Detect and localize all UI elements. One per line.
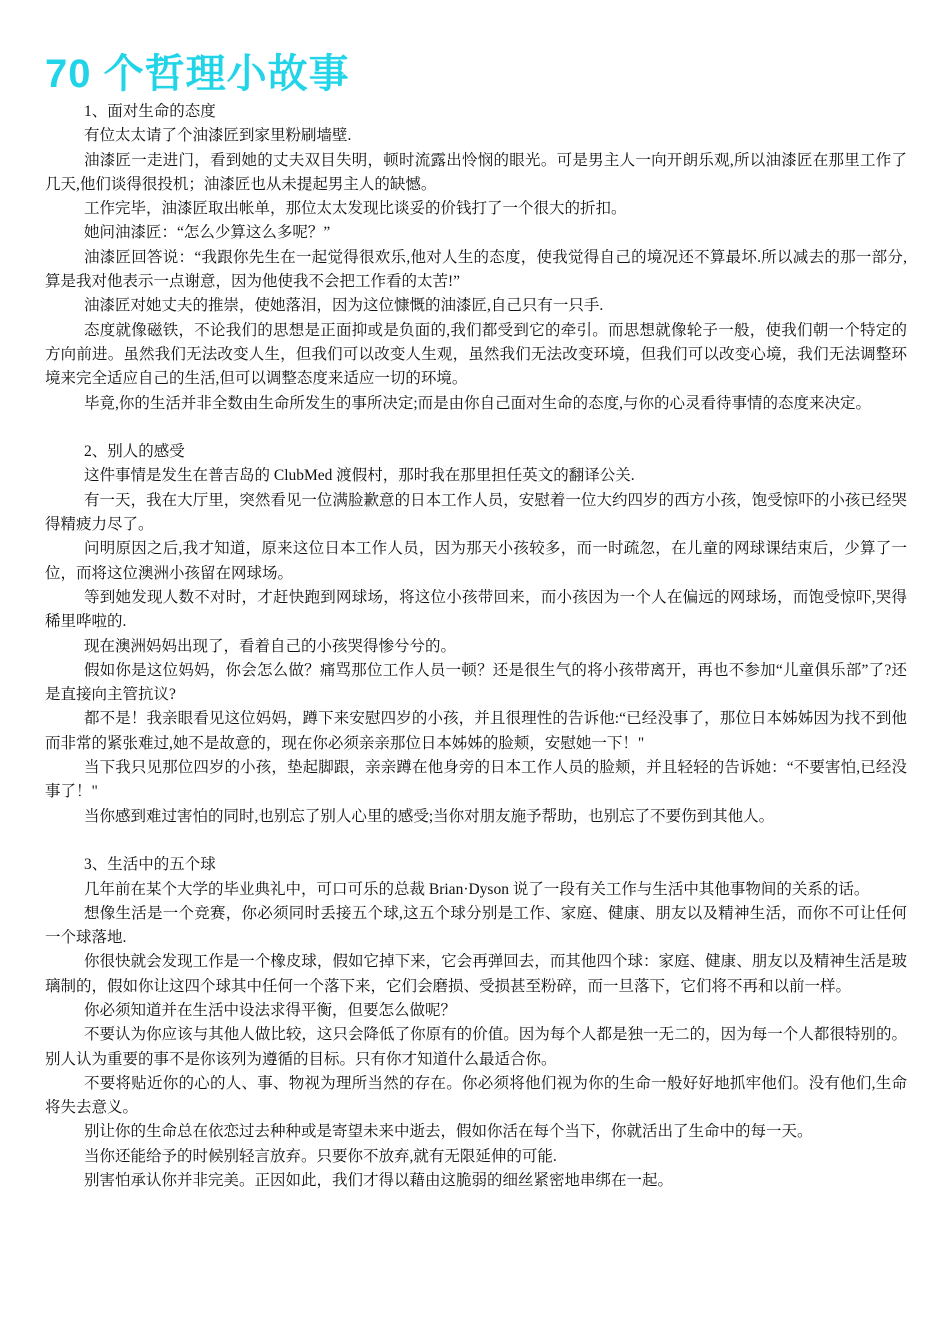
paragraph: 工作完毕，油漆匠取出帐单，那位太太发现比谈妥的价钱打了一个很大的折扣。: [84, 200, 627, 218]
paragraph: 油漆匠回答说：“我跟你先生在一起觉得很欢乐,他对人生的态度，使我觉得自己的境况还不算最坏.所以减去的那一部分,算是我对他表示一点谢意，因为他使我不会把工作看的太苦!”: [45, 248, 907, 291]
paragraph: 当你感到难过害怕的同时,也别忘了别人心里的感受;当你对朋友施予帮助，也别忘了不要伤到其他人。: [84, 807, 775, 825]
document-body: [45, 100, 907, 1193]
paragraph: 想像生活是一个竞赛，你必须同时丢接五个球,这五个球分别是工作、家庭、健康、朋友以及精神生活，而你不可让任何一个球落地.: [45, 904, 907, 947]
paragraph: 有位太太请了个油漆匠到家里粉刷墙壁.: [84, 127, 352, 145]
section-spacer: [45, 829, 907, 853]
paragraph: 不要将贴近你的心的人、事、物视为理所当然的存在。你必须将他们视为你的生命一般好好地抓牢他们。没有他们,生命将失去意义。: [45, 1074, 907, 1117]
paragraph: 假如你是这位妈妈，你会怎么做？痛骂那位工作人员一顿？还是很生气的将小孩带离开，再也不参加“儿童俱乐部”了?还是直接向主管抗议?: [45, 661, 907, 704]
paragraph: 别让你的生命总在依恋过去种种或是寄望未来中逝去，假如你活在每个当下，你就活出了生命中的每一天。: [84, 1123, 813, 1141]
section-heading: 2、别人的感受: [84, 443, 185, 461]
paragraph: 这件事情是发生在普吉岛的 ClubMed 渡假村，那时我在那里担任英文的翻译公关.: [84, 467, 635, 485]
paragraph: 当你还能给予的时候别轻言放弃。只要你不放弃,就有无限延伸的可能.: [84, 1147, 557, 1165]
paragraph: 都不是！我亲眼看见这位妈妈，蹲下来安慰四岁的小孩，并且很理性的告诉他:“已经没事了，那位日本姊姊因为找不到他而非常的紧张难过,她不是故意的，现在你必须亲亲那位日本姊姊的脸颊，安慰她一下！": [45, 710, 907, 752]
paragraph: 有一天，我在大厅里，突然看见一位满脸歉意的日本工作人员，安慰着一位大约四岁的西方小孩，饱受惊吓的小孩已经哭得精疲力尽了。: [45, 491, 907, 534]
section-spacer: [45, 416, 907, 440]
paragraph: 现在澳洲妈妈出现了，看着自己的小孩哭得惨兮兮的。: [84, 637, 457, 655]
paragraph: 你很快就会发现工作是一个橡皮球，假如它掉下来，它会再弹回去，而其他四个球：家庭、健康、朋友以及精神生活是玻璃制的，假如你让这四个球其中任何一个落下来，它们会磨损、受损甚至粉碎，而一旦落下，它们将不再和以前一样。: [45, 953, 907, 995]
section-heading: 3、生活中的五个球: [84, 856, 216, 874]
section-heading: 1、面对生命的态度: [84, 103, 216, 120]
paragraph: 当下我只见那位四岁的小孩，垫起脚跟，亲亲蹲在他身旁的日本工作人员的脸颊，并且轻轻的告诉她：“不要害怕,已经没事了！": [45, 759, 907, 801]
paragraph: 毕竟,你的生活并非全数由生命所发生的事所决定;而是由你自己面对生命的态度,与你的心灵看待事情的态度来决定。: [84, 394, 872, 412]
paragraph: 油漆匠一走进门，看到她的丈夫双目失明，顿时流露出怜悯的眼光。可是男主人一向开朗乐观,所以油漆匠在那里工作了几天,他们谈得很投机；油漆匠也从未提起男主人的缺憾。: [45, 151, 907, 193]
paragraph: 态度就像磁铁，不论我们的思想是正面抑或是负面的,我们都受到它的牵引。而思想就像轮子一般，使我们朝一个特定的方向前进。虽然我们无法改变人生，但我们可以改变人生观，虽然我们无法改变环境，但我们可以改变心境，我们无法调整环境来完全适应自己的生活,但可以调整态度来适应一切的环境。: [45, 321, 907, 388]
paragraph: 她问油漆匠：“怎么少算这么多呢？”: [84, 224, 331, 242]
document-title: 70 个哲理小故事: [45, 52, 350, 96]
paragraph: 等到她发现人数不对时，才赶快跑到网球场，将这位小孩带回来，而小孩因为一个人在偏远的网球场，而饱受惊吓,哭得稀里哗啦的.: [45, 588, 907, 631]
paragraph: 你必须知道并在生活中设法求得平衡，但要怎么做呢？: [84, 1001, 457, 1019]
paragraph: 油漆匠对她丈夫的推崇，使她落泪，因为这位慷慨的油漆匠,自己只有一只手.: [84, 297, 604, 315]
paragraph: 不要认为你应该与其他人做比较，这只会降低了你原有的价值。因为每个人都是独一无二的，因为每一个人都很特别的。别人认为重要的事不是你该列为遵循的目标。只有你才知道什么最适合你。: [45, 1026, 907, 1068]
paragraph: 几年前在某个大学的毕业典礼中，可口可乐的总裁 Brian·Dyson 说了一段有关工作与生活中其他事物间的关系的话。: [84, 880, 870, 898]
paragraph: 问明原因之后,我才知道，原来这位日本工作人员，因为那天小孩较多，而一时疏忽，在儿童的网球课结束后，少算了一位，而将这位澳洲小孩留在网球场。: [45, 540, 907, 582]
paragraph: 别害怕承认你并非完美。正因如此，我们才得以藉由这脆弱的细丝紧密地串绑在一起。: [84, 1172, 674, 1190]
